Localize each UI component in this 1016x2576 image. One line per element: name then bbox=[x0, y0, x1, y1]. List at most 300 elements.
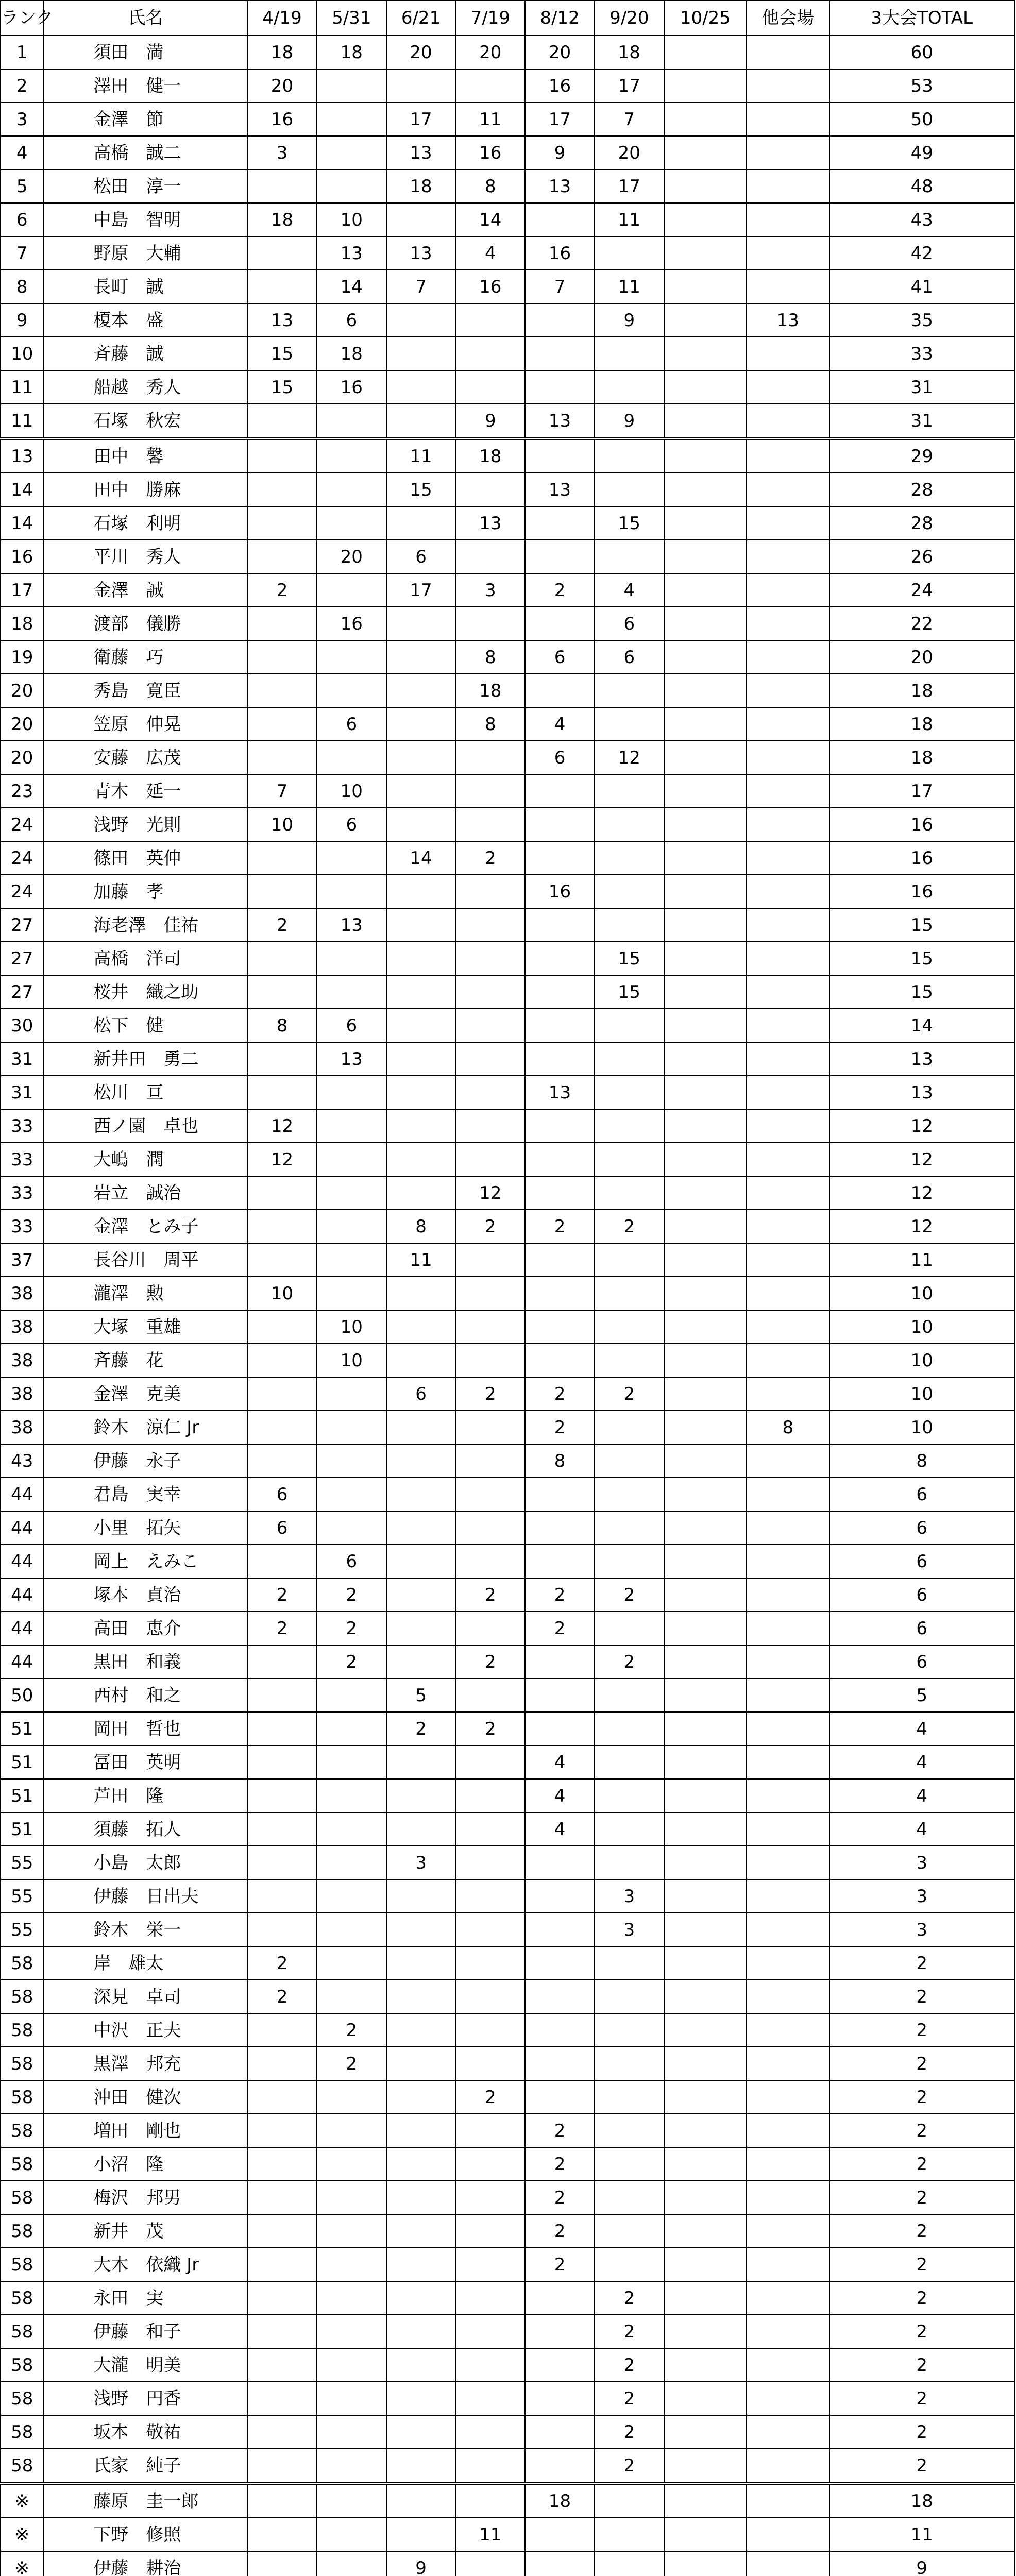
score-other-venue bbox=[747, 2013, 829, 2047]
score-1025 bbox=[664, 1109, 747, 1143]
score-0621 bbox=[386, 2281, 456, 2315]
rank-cell: 23 bbox=[1, 774, 43, 808]
score-0812: 2 bbox=[525, 1210, 595, 1243]
score-1025 bbox=[664, 942, 747, 975]
rank-cell: 27 bbox=[1, 942, 43, 975]
score-0419 bbox=[247, 2315, 317, 2348]
score-1025 bbox=[664, 506, 747, 540]
score-0419 bbox=[247, 2248, 317, 2281]
score-other-venue bbox=[747, 2551, 829, 2576]
table-row bbox=[1, 69, 1014, 103]
name-cell: 須田 満 bbox=[43, 36, 247, 69]
name-cell: 金澤 節 bbox=[43, 103, 247, 136]
rank-cell: 14 bbox=[1, 473, 43, 506]
score-0419 bbox=[247, 2080, 317, 2114]
score-0419 bbox=[247, 1076, 317, 1109]
score-1025 bbox=[664, 2483, 747, 2518]
score-0531 bbox=[317, 1243, 386, 1277]
score-1025 bbox=[664, 1344, 747, 1377]
score-0719 bbox=[455, 1444, 525, 1478]
total-cell: 5 bbox=[829, 1679, 1015, 1712]
rank-cell: 17 bbox=[1, 573, 43, 607]
table-row bbox=[1, 1612, 1014, 1645]
score-0531: 6 bbox=[317, 808, 386, 841]
score-1025 bbox=[664, 540, 747, 573]
score-0719: 2 bbox=[455, 1712, 525, 1745]
score-0621 bbox=[386, 1511, 456, 1545]
score-0621 bbox=[386, 1344, 456, 1377]
score-0621 bbox=[386, 875, 456, 908]
rank-cell: 24 bbox=[1, 808, 43, 841]
score-0812 bbox=[525, 1879, 595, 1913]
score-0419 bbox=[247, 1779, 317, 1812]
total-cell: 6 bbox=[829, 1612, 1015, 1645]
score-0920 bbox=[595, 707, 664, 741]
score-other-venue bbox=[747, 36, 829, 69]
total-cell: 10 bbox=[829, 1310, 1015, 1344]
score-0419: 2 bbox=[247, 1980, 317, 2013]
score-0419 bbox=[247, 1712, 317, 1745]
rank-cell: 58 bbox=[1, 2147, 43, 2181]
score-0531: 2 bbox=[317, 1612, 386, 1645]
score-1025 bbox=[664, 1545, 747, 1578]
score-0531 bbox=[317, 2315, 386, 2348]
rank-cell: 16 bbox=[1, 540, 43, 573]
score-0812 bbox=[525, 1009, 595, 1042]
score-0419 bbox=[247, 741, 317, 774]
score-0812 bbox=[525, 438, 595, 473]
name-cell: 氏家 純子 bbox=[43, 2449, 247, 2483]
score-0531 bbox=[317, 506, 386, 540]
name-cell: 野原 大輔 bbox=[43, 236, 247, 270]
score-other-venue bbox=[747, 2315, 829, 2348]
score-0531 bbox=[317, 573, 386, 607]
table-row bbox=[1, 1310, 1014, 1344]
total-cell: 49 bbox=[829, 136, 1015, 170]
score-1025 bbox=[664, 1578, 747, 1612]
rank-cell: 38 bbox=[1, 1344, 43, 1377]
score-0920: 9 bbox=[595, 404, 664, 438]
table-row bbox=[1, 2382, 1014, 2415]
score-0812: 13 bbox=[525, 473, 595, 506]
score-0719 bbox=[455, 942, 525, 975]
score-0812 bbox=[525, 2047, 595, 2080]
rank-cell: 27 bbox=[1, 908, 43, 942]
score-0920: 2 bbox=[595, 1578, 664, 1612]
score-0419: 13 bbox=[247, 303, 317, 337]
rank-cell: 38 bbox=[1, 1411, 43, 1444]
table-row bbox=[1, 841, 1014, 875]
score-0812 bbox=[525, 841, 595, 875]
name-cell: 梅沢 邦男 bbox=[43, 2181, 247, 2214]
score-0419 bbox=[247, 1679, 317, 1712]
name-cell: 新井 茂 bbox=[43, 2214, 247, 2248]
rank-cell: 27 bbox=[1, 975, 43, 1009]
name-cell: 鈴木 涼仁 Jr bbox=[43, 1411, 247, 1444]
name-cell: 坂本 敬祐 bbox=[43, 2415, 247, 2449]
score-0812: 6 bbox=[525, 741, 595, 774]
name-cell: 石塚 秋宏 bbox=[43, 404, 247, 438]
score-0920 bbox=[595, 1277, 664, 1310]
rank-cell: 44 bbox=[1, 1511, 43, 1545]
score-0531 bbox=[317, 674, 386, 707]
total-cell: 6 bbox=[829, 1478, 1015, 1511]
score-0621 bbox=[386, 640, 456, 674]
score-0920: 12 bbox=[595, 741, 664, 774]
score-0812 bbox=[525, 1645, 595, 1679]
score-0920 bbox=[595, 1109, 664, 1143]
name-cell: 大木 依織 Jr bbox=[43, 2248, 247, 2281]
rank-cell: ※ bbox=[1, 2551, 43, 2576]
score-0419 bbox=[247, 975, 317, 1009]
score-0920: 11 bbox=[595, 270, 664, 303]
score-other-venue bbox=[747, 1679, 829, 1712]
score-0920: 6 bbox=[595, 640, 664, 674]
name-cell: 青木 延一 bbox=[43, 774, 247, 808]
score-0920 bbox=[595, 2518, 664, 2551]
score-0621: 17 bbox=[386, 103, 456, 136]
rank-cell: 55 bbox=[1, 1846, 43, 1879]
score-other-venue bbox=[747, 1009, 829, 1042]
score-0419: 2 bbox=[247, 1578, 317, 1612]
rank-cell: 11 bbox=[1, 404, 43, 438]
score-0419 bbox=[247, 2348, 317, 2382]
rank-cell: 58 bbox=[1, 2281, 43, 2315]
score-0920 bbox=[595, 2551, 664, 2576]
score-other-venue bbox=[747, 1511, 829, 1545]
score-0621 bbox=[386, 2449, 456, 2483]
score-0920 bbox=[595, 2013, 664, 2047]
name-cell: 桜井 織之助 bbox=[43, 975, 247, 1009]
table-row bbox=[1, 1545, 1014, 1578]
name-cell: 大瀧 明美 bbox=[43, 2348, 247, 2382]
score-0531: 6 bbox=[317, 303, 386, 337]
name-cell: 伊藤 日出夫 bbox=[43, 1879, 247, 1913]
rank-cell: 58 bbox=[1, 1980, 43, 2013]
score-1025 bbox=[664, 2449, 747, 2483]
score-0621 bbox=[386, 1812, 456, 1846]
score-0531 bbox=[317, 1679, 386, 1712]
score-0531 bbox=[317, 2281, 386, 2315]
total-cell: 17 bbox=[829, 774, 1015, 808]
score-0621: 18 bbox=[386, 170, 456, 203]
score-other-venue bbox=[747, 942, 829, 975]
score-0531: 18 bbox=[317, 337, 386, 370]
rank-cell: 19 bbox=[1, 640, 43, 674]
score-0920: 18 bbox=[595, 36, 664, 69]
score-0621: 6 bbox=[386, 540, 456, 573]
score-1025 bbox=[664, 1679, 747, 1712]
score-0419: 12 bbox=[247, 1143, 317, 1176]
score-0812: 16 bbox=[525, 69, 595, 103]
score-1025 bbox=[664, 270, 747, 303]
score-0621: 2 bbox=[386, 1712, 456, 1745]
score-1025 bbox=[664, 1511, 747, 1545]
score-0531 bbox=[317, 1411, 386, 1444]
name-cell: 澤田 健一 bbox=[43, 69, 247, 103]
score-0531: 10 bbox=[317, 1310, 386, 1344]
score-0812: 16 bbox=[525, 236, 595, 270]
score-other-venue bbox=[747, 741, 829, 774]
score-0719 bbox=[455, 1812, 525, 1846]
table-row bbox=[1, 607, 1014, 640]
score-1025 bbox=[664, 573, 747, 607]
score-0719: 8 bbox=[455, 707, 525, 741]
score-0920: 2 bbox=[595, 2449, 664, 2483]
score-0812: 4 bbox=[525, 1745, 595, 1779]
score-0621 bbox=[386, 2114, 456, 2147]
score-0719 bbox=[455, 741, 525, 774]
table-row bbox=[1, 1980, 1014, 2013]
score-0621 bbox=[386, 1779, 456, 1812]
score-0419 bbox=[247, 540, 317, 573]
score-other-venue bbox=[747, 2348, 829, 2382]
score-0419 bbox=[247, 473, 317, 506]
score-0920: 7 bbox=[595, 103, 664, 136]
total-cell: 53 bbox=[829, 69, 1015, 103]
rank-cell: 58 bbox=[1, 2348, 43, 2382]
score-0812 bbox=[525, 774, 595, 808]
rank-cell: 18 bbox=[1, 607, 43, 640]
score-0621 bbox=[386, 1612, 456, 1645]
rank-cell: 50 bbox=[1, 1679, 43, 1712]
score-0812: 2 bbox=[525, 1377, 595, 1411]
score-0920 bbox=[595, 473, 664, 506]
score-0920: 4 bbox=[595, 573, 664, 607]
score-0920 bbox=[595, 1478, 664, 1511]
score-1025 bbox=[664, 1310, 747, 1344]
score-0920: 15 bbox=[595, 942, 664, 975]
score-0531: 10 bbox=[317, 774, 386, 808]
score-0621: 14 bbox=[386, 841, 456, 875]
rank-cell: 33 bbox=[1, 1176, 43, 1210]
score-0531: 6 bbox=[317, 707, 386, 741]
total-cell: 12 bbox=[829, 1176, 1015, 1210]
score-0812 bbox=[525, 2080, 595, 2114]
score-0621 bbox=[386, 1645, 456, 1679]
score-0719: 2 bbox=[455, 1377, 525, 1411]
rank-cell: 43 bbox=[1, 1444, 43, 1478]
name-cell: 黒澤 邦充 bbox=[43, 2047, 247, 2080]
score-0419 bbox=[247, 2181, 317, 2214]
score-0419 bbox=[247, 707, 317, 741]
score-0531 bbox=[317, 1779, 386, 1812]
rank-cell: 3 bbox=[1, 103, 43, 136]
score-other-venue bbox=[747, 908, 829, 942]
score-0419 bbox=[247, 607, 317, 640]
score-0920: 15 bbox=[595, 975, 664, 1009]
table-row bbox=[1, 203, 1014, 236]
score-1025 bbox=[664, 2181, 747, 2214]
score-0621 bbox=[386, 2315, 456, 2348]
total-cell: 28 bbox=[829, 473, 1015, 506]
score-0719 bbox=[455, 69, 525, 103]
score-other-venue bbox=[747, 1478, 829, 1511]
score-1025 bbox=[664, 1946, 747, 1980]
score-other-venue bbox=[747, 2114, 829, 2147]
score-0621 bbox=[386, 1143, 456, 1176]
total-cell: 10 bbox=[829, 1377, 1015, 1411]
score-0419: 6 bbox=[247, 1478, 317, 1511]
score-0719 bbox=[455, 2248, 525, 2281]
table-row bbox=[1, 337, 1014, 370]
name-cell: 新井田 勇二 bbox=[43, 1042, 247, 1076]
name-cell: 伊藤 永子 bbox=[43, 1444, 247, 1478]
rank-cell: 13 bbox=[1, 438, 43, 473]
score-0621 bbox=[386, 1745, 456, 1779]
score-0531 bbox=[317, 2483, 386, 2518]
score-1025 bbox=[664, 103, 747, 136]
table-row bbox=[1, 1210, 1014, 1243]
score-0812 bbox=[525, 674, 595, 707]
name-cell: 渡部 儀勝 bbox=[43, 607, 247, 640]
total-cell: 48 bbox=[829, 170, 1015, 203]
name-cell: 加藤 孝 bbox=[43, 875, 247, 908]
score-0812: 6 bbox=[525, 640, 595, 674]
name-cell: 海老澤 佳祐 bbox=[43, 908, 247, 942]
rank-cell: 24 bbox=[1, 841, 43, 875]
rank-cell: 58 bbox=[1, 2315, 43, 2348]
score-1025 bbox=[664, 1444, 747, 1478]
total-cell: 3 bbox=[829, 1879, 1015, 1913]
rank-cell: 58 bbox=[1, 2449, 43, 2483]
score-0719 bbox=[455, 774, 525, 808]
score-0531 bbox=[317, 1076, 386, 1109]
score-0419: 16 bbox=[247, 103, 317, 136]
total-cell: 29 bbox=[829, 438, 1015, 473]
score-0719 bbox=[455, 2449, 525, 2483]
score-0920: 9 bbox=[595, 303, 664, 337]
score-0719: 18 bbox=[455, 674, 525, 707]
score-0531: 2 bbox=[317, 2013, 386, 2047]
total-cell: 6 bbox=[829, 1645, 1015, 1679]
total-cell: 2 bbox=[829, 2214, 1015, 2248]
name-cell: 田中 勝麻 bbox=[43, 473, 247, 506]
table-row bbox=[1, 1377, 1014, 1411]
name-cell: 塚本 貞治 bbox=[43, 1578, 247, 1612]
score-0812 bbox=[525, 1243, 595, 1277]
score-0920 bbox=[595, 1679, 664, 1712]
score-0719 bbox=[455, 2382, 525, 2415]
header-event-0621: 6/21 bbox=[386, 1, 456, 36]
score-other-venue bbox=[747, 2248, 829, 2281]
score-0812 bbox=[525, 370, 595, 404]
score-0419 bbox=[247, 2013, 317, 2047]
score-0531 bbox=[317, 2348, 386, 2382]
rank-cell: 44 bbox=[1, 1478, 43, 1511]
score-0812 bbox=[525, 908, 595, 942]
score-0812: 17 bbox=[525, 103, 595, 136]
score-0719 bbox=[455, 1277, 525, 1310]
total-cell: 14 bbox=[829, 1009, 1015, 1042]
score-0419 bbox=[247, 1042, 317, 1076]
table-row bbox=[1, 2080, 1014, 2114]
name-cell: 浅野 円香 bbox=[43, 2382, 247, 2415]
score-0419: 20 bbox=[247, 69, 317, 103]
score-other-venue bbox=[747, 270, 829, 303]
score-0719 bbox=[455, 808, 525, 841]
score-0719 bbox=[455, 2047, 525, 2080]
table-row bbox=[1, 473, 1014, 506]
score-0719: 3 bbox=[455, 573, 525, 607]
score-0719: 2 bbox=[455, 1645, 525, 1679]
score-0531 bbox=[317, 103, 386, 136]
score-0621: 17 bbox=[386, 573, 456, 607]
score-0621 bbox=[386, 1478, 456, 1511]
score-0812 bbox=[525, 540, 595, 573]
table-row bbox=[1, 1076, 1014, 1109]
score-0531 bbox=[317, 1879, 386, 1913]
total-cell: 12 bbox=[829, 1143, 1015, 1176]
score-0621: 3 bbox=[386, 1846, 456, 1879]
name-cell: 大塚 重雄 bbox=[43, 1310, 247, 1344]
name-cell: 中沢 正夫 bbox=[43, 2013, 247, 2047]
score-1025 bbox=[664, 1176, 747, 1210]
score-1025 bbox=[664, 370, 747, 404]
name-cell: 篠田 英伸 bbox=[43, 841, 247, 875]
score-other-venue bbox=[747, 2518, 829, 2551]
score-0920: 2 bbox=[595, 1210, 664, 1243]
total-cell: 10 bbox=[829, 1277, 1015, 1310]
score-0812 bbox=[525, 1980, 595, 2013]
score-0621 bbox=[386, 1076, 456, 1109]
score-1025 bbox=[664, 2248, 747, 2281]
table-row bbox=[1, 573, 1014, 607]
total-cell: 12 bbox=[829, 1210, 1015, 1243]
score-0812 bbox=[525, 2449, 595, 2483]
table-row bbox=[1, 975, 1014, 1009]
score-0531: 13 bbox=[317, 908, 386, 942]
score-0419 bbox=[247, 1846, 317, 1879]
total-cell: 16 bbox=[829, 808, 1015, 841]
rank-cell: 2 bbox=[1, 69, 43, 103]
score-0812: 2 bbox=[525, 573, 595, 607]
name-cell: 笠原 伸晃 bbox=[43, 707, 247, 741]
score-0920 bbox=[595, 908, 664, 942]
header-rank: ランク bbox=[1, 1, 43, 36]
table-row bbox=[1, 1243, 1014, 1277]
score-1025 bbox=[664, 1243, 747, 1277]
score-0419: 2 bbox=[247, 1946, 317, 1980]
table-row bbox=[1, 908, 1014, 942]
header-event-0719: 7/19 bbox=[455, 1, 525, 36]
total-cell: 4 bbox=[829, 1779, 1015, 1812]
score-0920 bbox=[595, 1846, 664, 1879]
rank-cell: 1 bbox=[1, 36, 43, 69]
score-0419 bbox=[247, 1210, 317, 1243]
header-event-0812: 8/12 bbox=[525, 1, 595, 36]
score-0531 bbox=[317, 1478, 386, 1511]
score-1025 bbox=[664, 1612, 747, 1645]
score-0812 bbox=[525, 1846, 595, 1879]
total-cell: 33 bbox=[829, 337, 1015, 370]
total-cell: 2 bbox=[829, 2080, 1015, 2114]
header-other-venue: 他会場 bbox=[747, 1, 829, 36]
score-1025 bbox=[664, 1980, 747, 2013]
score-0812 bbox=[525, 1042, 595, 1076]
score-1025 bbox=[664, 2114, 747, 2147]
table-row bbox=[1, 103, 1014, 136]
score-1025 bbox=[664, 875, 747, 908]
name-cell: 石塚 利明 bbox=[43, 506, 247, 540]
table-row bbox=[1, 1277, 1014, 1310]
score-1025 bbox=[664, 640, 747, 674]
score-0920 bbox=[595, 1411, 664, 1444]
score-0812 bbox=[525, 2348, 595, 2382]
score-1025 bbox=[664, 203, 747, 236]
score-0719 bbox=[455, 2483, 525, 2518]
score-other-venue bbox=[747, 2483, 829, 2518]
